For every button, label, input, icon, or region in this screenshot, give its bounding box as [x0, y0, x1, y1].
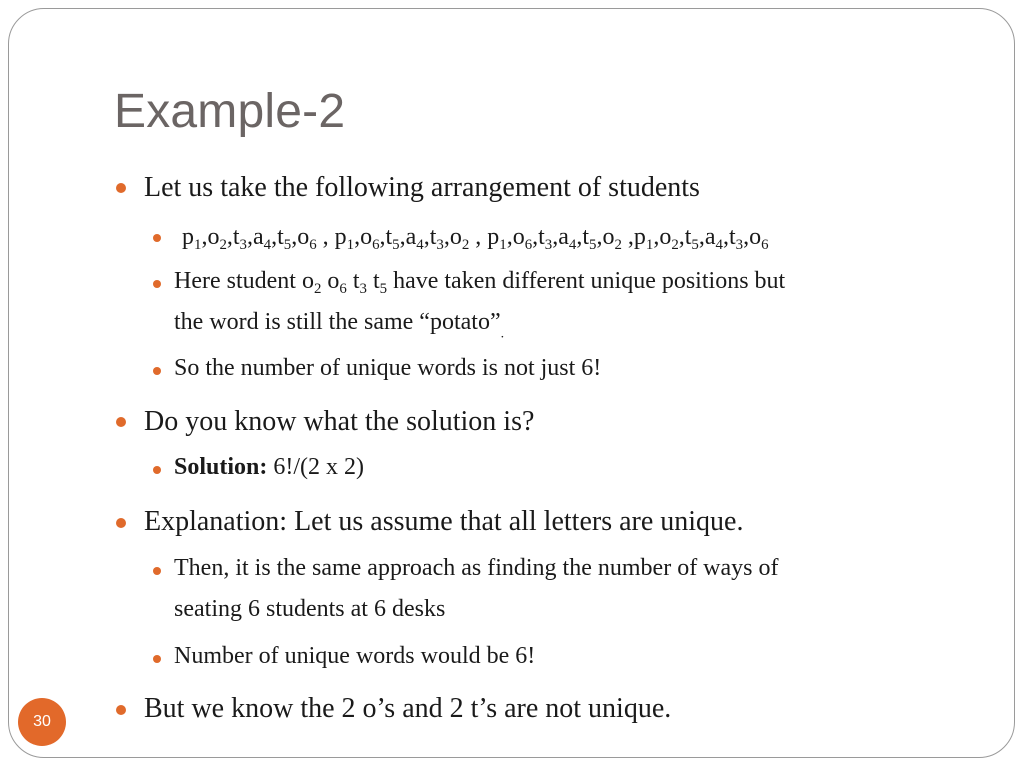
- bullet-here-student: [174, 268, 786, 298]
- letter-token: $o_2$: [301, 268, 322, 298]
- letter-token: $t_3$: [429, 224, 444, 254]
- bullet-not-unique: But we know the 2 o’s and 2 t’s are not unique.: [144, 693, 672, 724]
- page-number-badge: 30: [18, 698, 66, 746]
- bullet-unique-words: Number of unique words would be 6!: [174, 643, 536, 669]
- bullet-not-just-6: So the number of unique words is not just 6!: [174, 355, 602, 381]
- letter-token: $o_2$: [449, 224, 470, 254]
- letter-token: $o_6$: [749, 224, 769, 254]
- letter-token: $a_4$: [405, 224, 424, 254]
- bullet-dot: [116, 183, 126, 193]
- letter-token: $t_5$: [684, 224, 699, 254]
- slide-title: Example-2: [114, 85, 346, 138]
- bullet-dot: [153, 367, 161, 375]
- letter-token: $t_3$: [538, 224, 553, 254]
- letter-token: $o_6$: [327, 268, 347, 298]
- bullet-arrangement: Let us take the following arrangement of students: [144, 172, 700, 203]
- letter-token: $p_1$: [334, 224, 355, 254]
- bullet-explanation: Explanation: Let us assume that all letters are unique.: [144, 506, 744, 537]
- letter-token: $t_3$: [352, 268, 367, 298]
- bullet-dot: [116, 518, 126, 528]
- bullet-question: Do you know what the solution is?: [144, 406, 535, 437]
- bullet-dot: [153, 234, 161, 242]
- bullet-approach-line2: seating 6 students at 6 desks: [174, 596, 446, 622]
- bullet-approach-line1: Then, it is the same approach as finding the number of ways of: [174, 555, 779, 581]
- bullet-dot: [153, 567, 161, 575]
- letter-token: $a_4$: [704, 224, 723, 254]
- bullet-dot: [153, 466, 161, 474]
- here-student-rest: have taken different unique positions but: [387, 268, 786, 294]
- bullet-dot: [153, 655, 161, 663]
- solution-value: 6!/(2 x 2): [267, 454, 365, 480]
- bullet-solution: [174, 454, 364, 481]
- letter-token: $o_2$: [207, 224, 227, 254]
- potato-line: the word is still the same “potato”: [174, 309, 501, 335]
- letter-token: $t_5$: [385, 224, 400, 254]
- letter-token: $p_1$: [182, 224, 202, 254]
- bullet-dot: [116, 417, 126, 427]
- letter-token: $p_1$: [487, 224, 507, 254]
- letter-token: $o_2$: [659, 224, 679, 254]
- letter-token: $t_5$: [277, 224, 292, 254]
- solution-label: Solution:: [174, 454, 268, 480]
- letter-token: $o_6$: [297, 224, 317, 254]
- bullet-here-student-line2: [174, 309, 504, 342]
- bullet-dot: [116, 705, 126, 715]
- bullet-dot: [153, 280, 161, 288]
- arrangement-sequence: $p_1,o_2,t_3,a_4,t_5,o_6$ , $p_1,o_6,t_5,a_4,t_3,o_2$ , $p_1,o_6,t_3,a_4,t_5,o_2$ $,p_1,o_2,t_5,a_4,t_3,o_6$: [182, 224, 769, 254]
- letter-token: $a_4$: [252, 224, 272, 254]
- here-student-prefix: Here student: [174, 268, 302, 294]
- letter-token: $o_6$: [512, 224, 533, 254]
- letter-token: $o_2$: [602, 224, 622, 254]
- letter-token: $t_5$: [372, 268, 388, 298]
- student-tokens: [301, 268, 388, 298]
- letter-token: $p_1$: [633, 224, 654, 254]
- letter-token: $o_6$: [360, 224, 380, 254]
- letter-token: $a_4$: [558, 224, 577, 254]
- letter-token: $t_3$: [728, 224, 744, 254]
- letter-token: $t_3$: [232, 224, 247, 254]
- tiny-period: .: [500, 326, 505, 342]
- letter-token: $t_5$: [582, 224, 597, 254]
